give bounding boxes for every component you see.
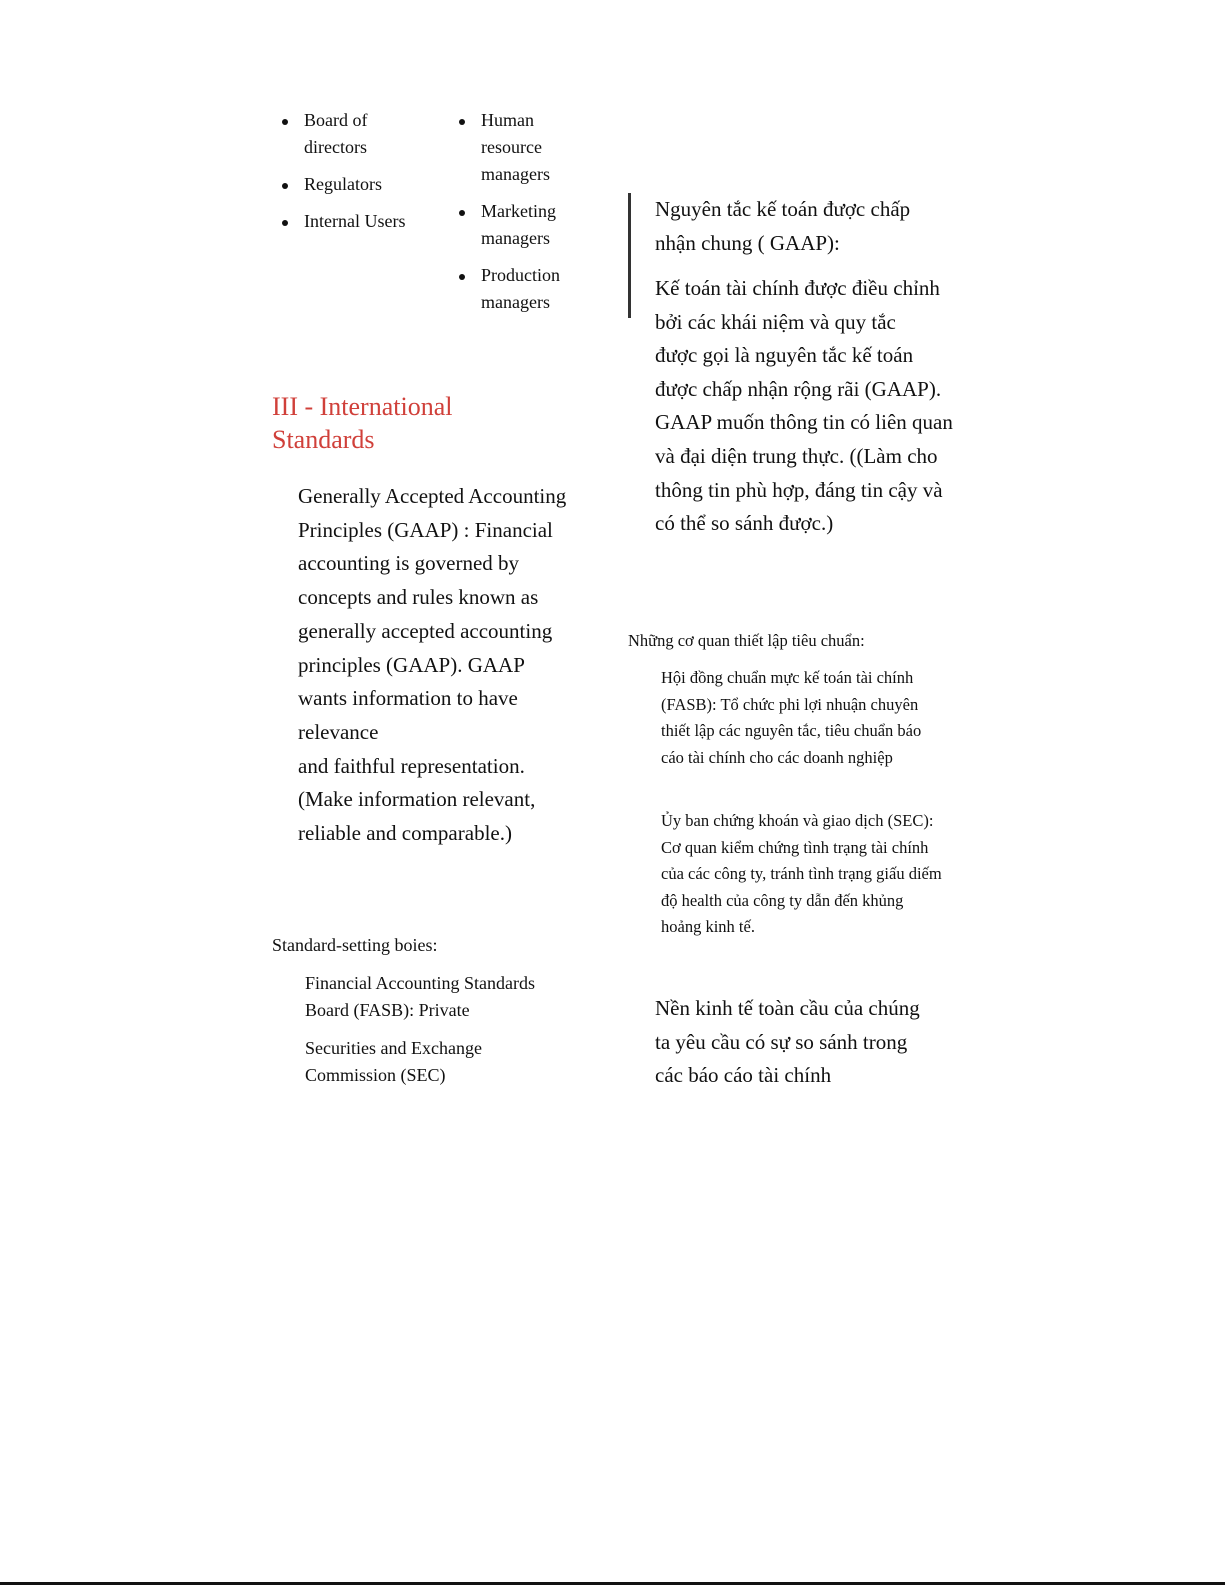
gaap-paragraph-part-1: Generally Accepted Accounting Principles (GAAP) : Financial accounting is governed by concepts and rules known as generally accepted accounting principles (GAAP). GAAP wants information to have relevance — [298, 484, 567, 744]
closing-paragraph-vi: Nền kinh tế toàn cầu của chúng ta yêu cầu có sự so sánh trong các báo cáo tài chính — [655, 996, 920, 1088]
list-item: Marketing managers — [449, 198, 589, 252]
gaap-body-vi — [655, 272, 955, 541]
list-item: Production managers — [449, 262, 589, 316]
gaap-body-vi-part-2: được gọi là nguyên tắc kế toán được chấp nhận rộng rãi (GAAP). GAAP muốn thông tin có liên quan và đại diện trung thực. ((Làm cho thông tin phù hợp, đáng tin cậy và có thể so sánh được.) — [655, 343, 953, 536]
list-item: Internal Users — [272, 208, 422, 235]
section-heading: III - International Standards — [272, 392, 453, 454]
standard-body-fasb: Financial Accounting Standards Board (FASB): Private — [305, 973, 535, 1020]
list-item: Board of directors — [272, 107, 422, 161]
gaap-paragraph-part-2: and faithful representation. (Make information relevant, reliable and comparable.) — [298, 753, 536, 846]
gaap-paragraph — [298, 480, 573, 851]
standard-body-sec: Securities and Exchange Commission (SEC) — [305, 1038, 482, 1085]
list-item: Human resource managers — [449, 107, 589, 188]
standard-bodies-label-vi: Những cơ quan thiết lập tiêu chuẩn: — [628, 631, 865, 650]
gaap-body-vi-part-1: Kế toán tài chính được điều chỉnh bởi các khái niệm và quy tắc — [655, 276, 940, 334]
standard-body-sec-vi: Ủy ban chứng khoán và giao dịch (SEC): Cơ quan kiểm chứng tình trạng tài chính của các công ty, tránh tình trạng giấu diếm độ health của công ty dẫn đến khủng hoảng kinh tế. — [661, 811, 942, 937]
bullet-list-stakeholders-a — [272, 107, 422, 235]
bullet-list-stakeholders-b — [449, 107, 589, 316]
list-item: Regulators — [272, 171, 422, 198]
standard-body-fasb-vi: Hội đồng chuẩn mực kế toán tài chính (FASB): Tổ chức phi lợi nhuận chuyên thiết lập các nguyên tắc, tiêu chuẩn báo cáo tài chính cho các doanh nghiệp — [661, 668, 922, 767]
gaap-title-vi: Nguyên tắc kế toán được chấp nhận chung ( GAAP): — [655, 197, 911, 255]
quote-bar — [628, 193, 631, 318]
standard-bodies-label: Standard-setting boies: — [272, 935, 438, 955]
